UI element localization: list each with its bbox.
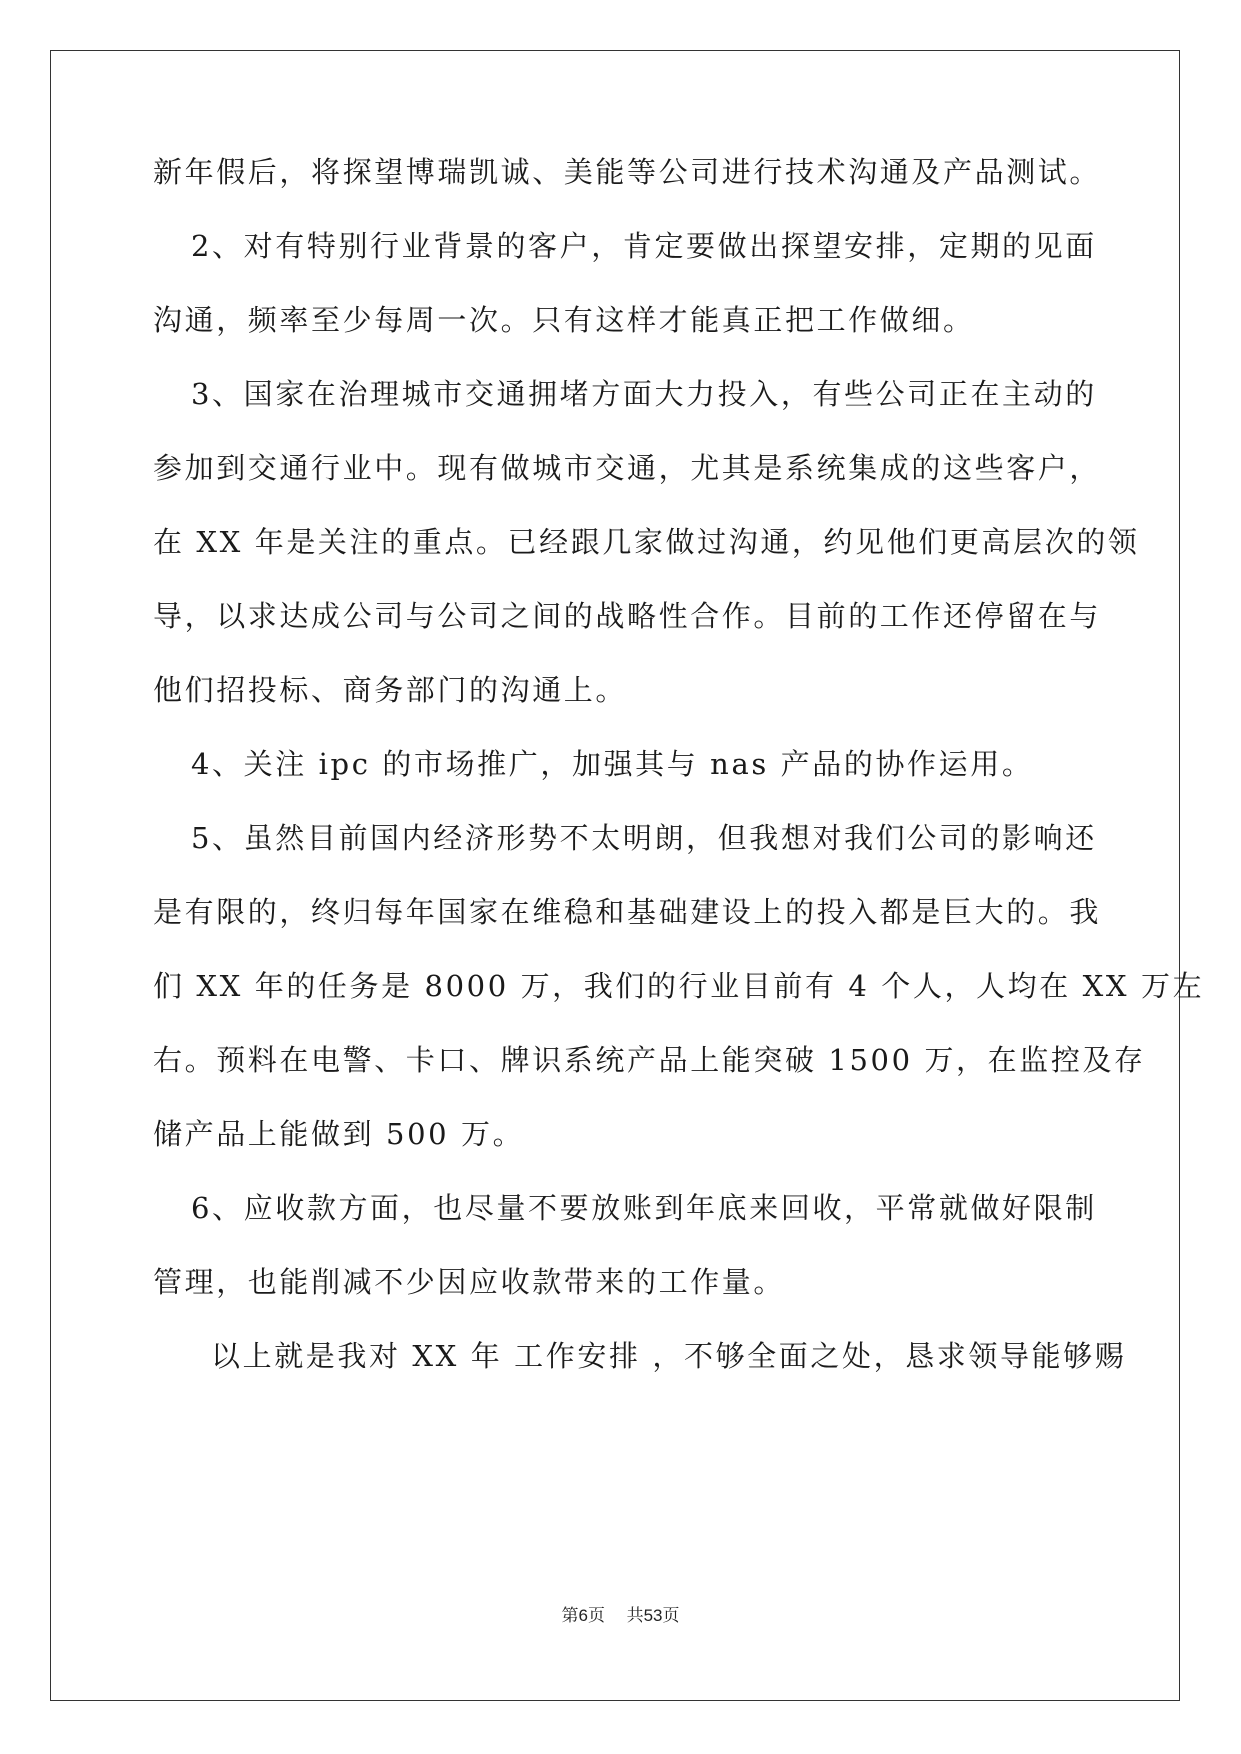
- footer-total-suffix: 页: [662, 1606, 680, 1626]
- text-line: 导，以求达成公司与公司之间的战略性合作。目前的工作还停留在与: [153, 599, 1102, 633]
- text-line: 右。预料在电警、卡口、牌识系统产品上能突破 1500 万，在监控及存: [153, 1043, 1146, 1077]
- text-line: 2、对有特别行业背景的客户，肯定要做出探望安排，定期的见面: [191, 229, 1097, 263]
- footer-page-suffix: 页: [587, 1606, 605, 1626]
- text-line: 沟通，频率至少每周一次。只有这样才能真正把工作做细。: [153, 303, 975, 337]
- text-line: 3、国家在治理城市交通拥堵方面大力投入，有些公司正在主动的: [191, 377, 1097, 411]
- footer-prefix: 第: [561, 1606, 579, 1626]
- text-line: 们 XX 年的任务是 8000 万，我们的行业目前有 4 个人，人均在 XX 万左: [153, 969, 1205, 1003]
- text-line: 管理，也能削减不少因应收款带来的工作量。: [153, 1265, 786, 1299]
- text-line: 是有限的，终归每年国家在维稳和基础建设上的投入都是巨大的。我: [153, 895, 1102, 929]
- current-page-number: 6: [578, 1606, 588, 1625]
- text-line: 以上就是我对 XX 年 工作安排 ，不够全面之处，恳求领导能够赐: [211, 1339, 1127, 1373]
- total-pages-number: 53: [643, 1606, 663, 1625]
- text-line: 6、应收款方面，也尽量不要放账到年底来回收，平常就做好限制: [191, 1191, 1097, 1225]
- text-line: 储产品上能做到 500 万。: [153, 1117, 525, 1151]
- text-line: 5、虽然目前国内经济形势不太明朗，但我想对我们公司的影响还: [191, 821, 1097, 855]
- text-line: 4、关注 ipc 的市场推广，加强其与 nas 产品的协作运用。: [191, 747, 1034, 781]
- text-line: 新年假后，将探望博瑞凯诚、美能等公司进行技术沟通及产品测试。: [153, 155, 1102, 189]
- page-footer: [0, 1606, 1241, 1626]
- text-line: 在 XX 年是关注的重点。已经跟几家做过沟通，约见他们更高层次的领: [153, 525, 1140, 559]
- text-line: 参加到交通行业中。现有做城市交通，尤其是系统集成的这些客户，: [153, 451, 1102, 485]
- page-border: [50, 50, 1205, 1701]
- footer-total-prefix: 共: [626, 1606, 644, 1626]
- text-line: 他们招投标、商务部门的沟通上。: [153, 673, 628, 707]
